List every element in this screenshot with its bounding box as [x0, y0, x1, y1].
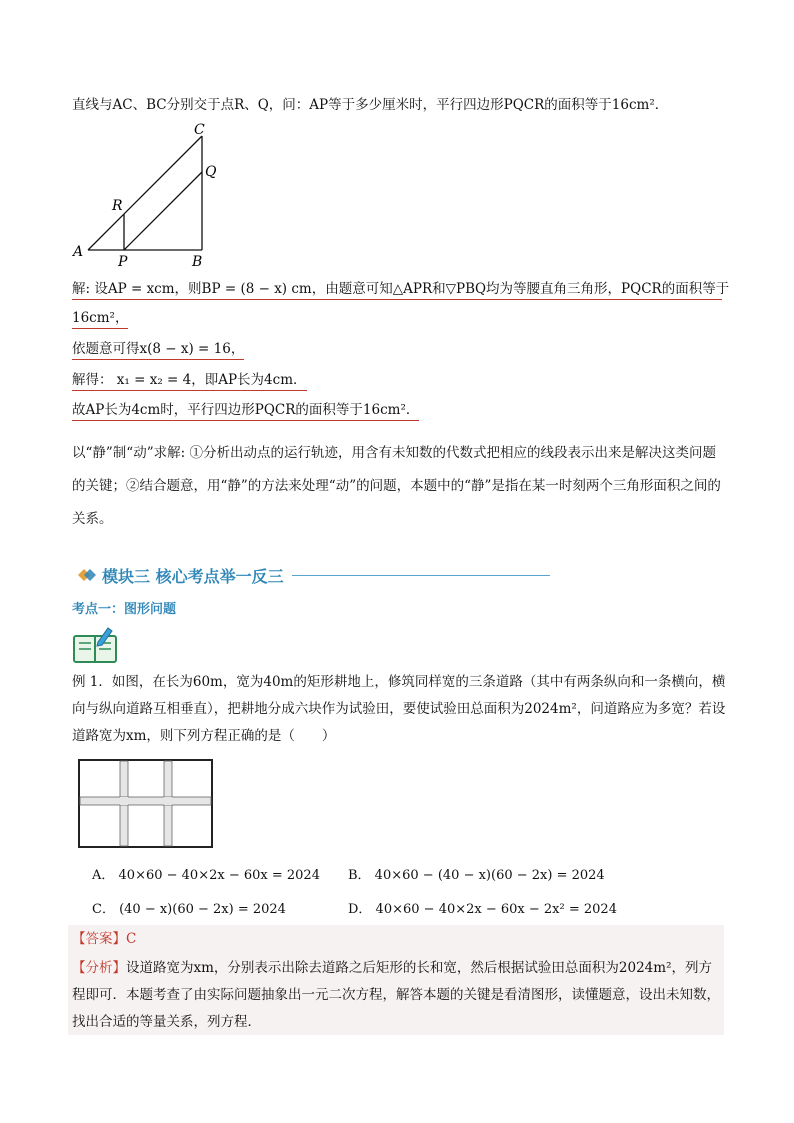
- module-rule: [292, 575, 550, 576]
- double-chevron-icon: [78, 568, 96, 582]
- segment-pq: [124, 172, 202, 250]
- label-p: P: [118, 254, 128, 270]
- analysis-tag: 【分析】: [72, 960, 126, 976]
- answer-line: [72, 929, 136, 949]
- solution-line-3: 解得： x₁ = x₂ = 4，即AP长为4cm．: [72, 370, 307, 391]
- kaodian-title: 考点一：图形问题: [72, 602, 177, 617]
- solution-line-4: 故AP长为4cm时，平行四边形PQCR的面积等于16cm²．: [72, 400, 419, 421]
- module-title: 模块三 核心考点举一反三: [102, 566, 284, 586]
- solution-line-2: 依题意可得x(8 − x) = 16，: [72, 339, 244, 360]
- option-d[interactable]: D． 40×60 − 40×2x − 60x − 2x² = 2024: [348, 902, 617, 917]
- answer-tag: 【答案】: [72, 931, 126, 947]
- segment-ac: [88, 136, 202, 250]
- module-header: [78, 563, 550, 587]
- field-roads-figure: [78, 759, 214, 849]
- question-line: 直线与AC、BC分别交于点R、Q，问：AP等于多少厘米时，平行四边形PQCR的面积等于16cm²．: [72, 97, 669, 113]
- option-a[interactable]: A． 40×60 − 40×2x − 60x = 2024: [92, 868, 320, 883]
- option-b[interactable]: B． 40×60 − (40 − x)(60 − 2x) = 2024: [348, 868, 605, 883]
- label-a: A: [73, 244, 84, 260]
- label-r: R: [112, 198, 123, 214]
- label-c: C: [194, 122, 205, 138]
- triangle-figure: [70, 118, 220, 270]
- label-b: B: [192, 254, 203, 270]
- answer-value: C: [126, 931, 137, 947]
- solution-line-1b: 16cm²，: [72, 308, 128, 329]
- summary-paragraph: 以“静”制“动”求解: ①分析出动点的运行轨迹，用含有未知数的代数式把相应的线段表示出来是解决这类问题的关键；②结合题意，用“静”的方法来处理“动”的问题，本题中的“静”是指在某一时刻两个三角形面积之间的关系。: [72, 445, 721, 527]
- option-c[interactable]: C． (40 − x)(60 − 2x) = 2024: [92, 902, 286, 917]
- analysis-paragraph: [72, 955, 722, 1036]
- solution-line-1: 解: 设AP = xcm，则BP = (8 − x) cm，由题意可知△APR和▽PBQ均为等腰直角三角形，PQCR的面积等于: [72, 279, 722, 300]
- book-pencil-icon: [72, 626, 118, 664]
- example-question: 例 1．如图，在长为60m，宽为40m的矩形耕地上，修筑同样宽的三条道路（其中有两条纵向和一条横向，横向与纵向道路互相垂直），把耕地分成六块作为试验田，要使试验田总面积为2024m²，问道路应为多宽？若设道路宽为xm，则下列方程正确的是（ ）: [72, 674, 726, 744]
- analysis-text: 设道路宽为xm，分别表示出除去道路之后矩形的长和宽，然后根据试验田总面积为2024m²，列方程即可．本题考查了由实际问题抽象出一元二次方程，解答本题的关键是看清图形，读懂题意，设出未知数，找出合适的等量关系，列方程．: [72, 960, 720, 1030]
- label-q: Q: [205, 164, 217, 180]
